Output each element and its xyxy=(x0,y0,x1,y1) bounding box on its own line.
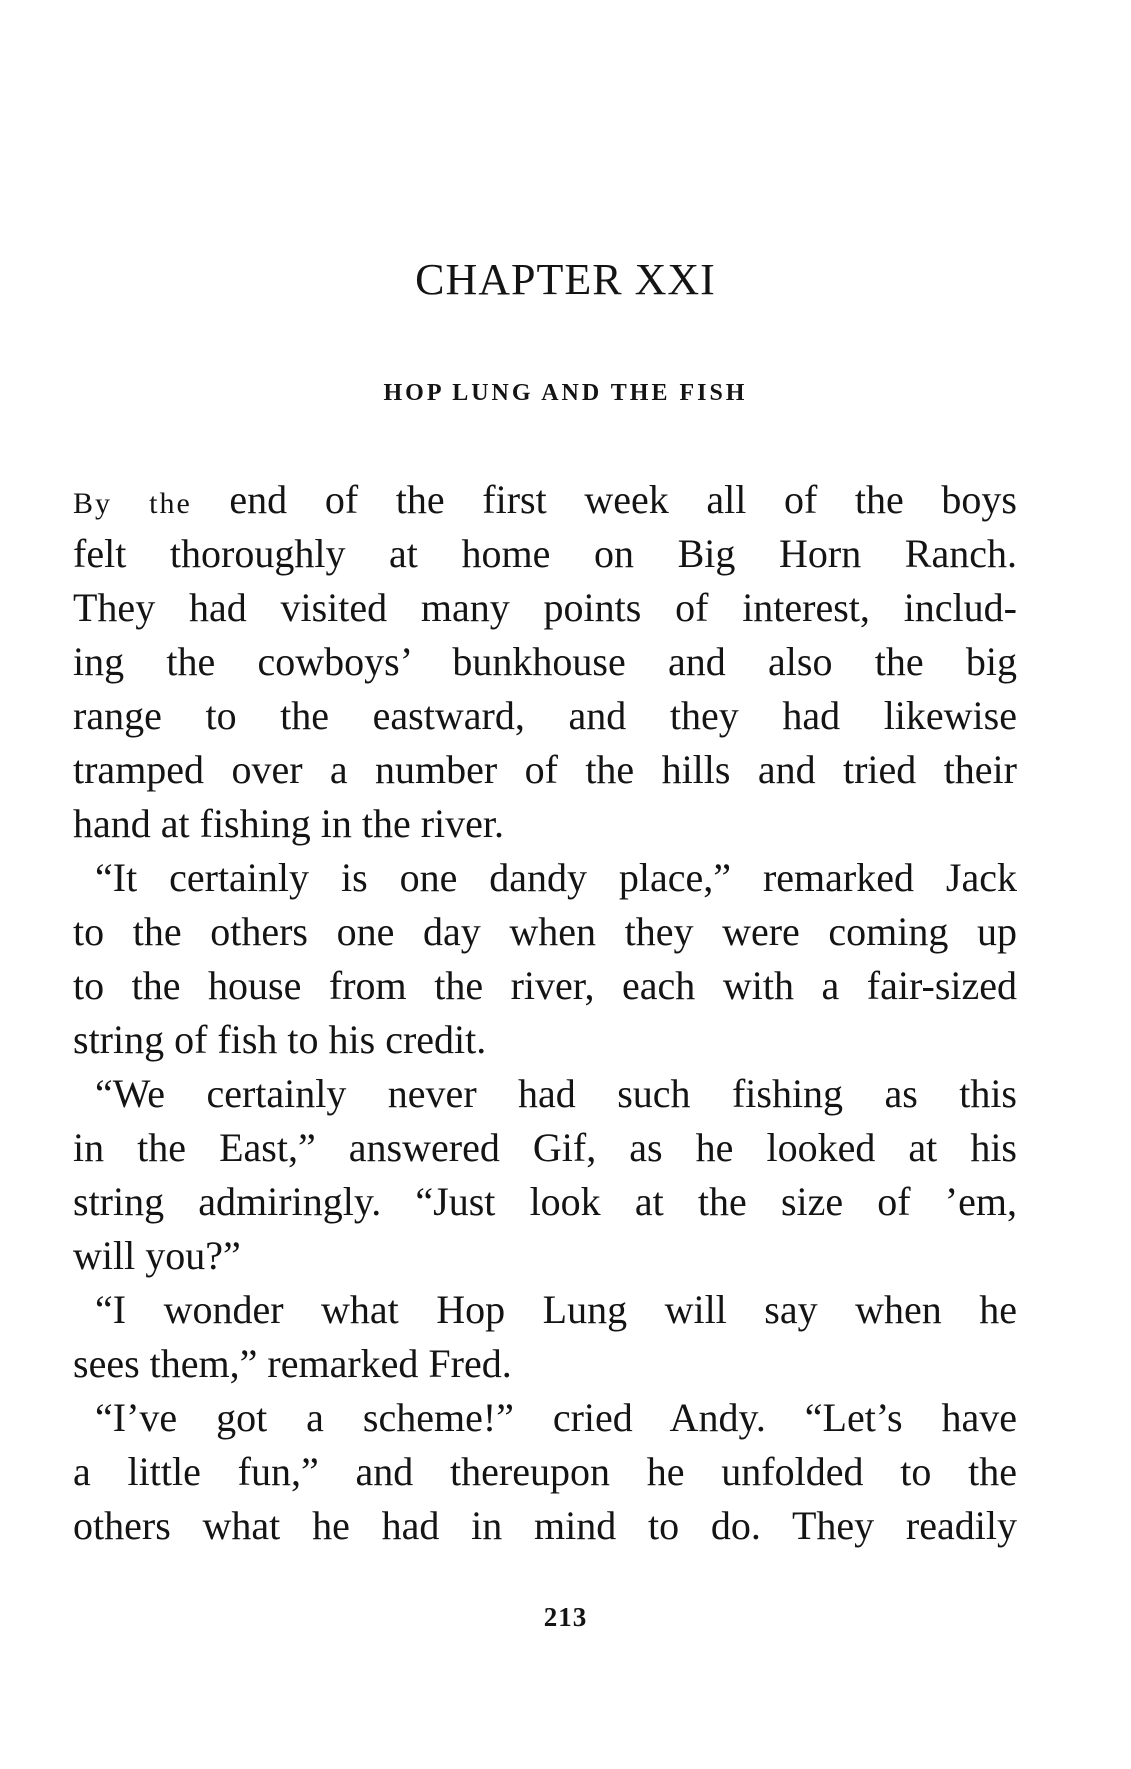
page-number: 213 xyxy=(543,1602,588,1632)
text-line: “I’ve got a scheme!” cried Andy. “Let’s have xyxy=(95,1395,1017,1440)
small-caps-lead: By the xyxy=(73,487,192,520)
line-text: end of the first week all of the boys xyxy=(191,477,1017,522)
text-line xyxy=(73,473,1017,527)
text-line: others what he had in mind to do. They readily xyxy=(73,1503,1017,1548)
text-line: “I wonder what Hop Lung will say when he xyxy=(95,1287,1017,1332)
text-line: ing the cowboys’ bunkhouse and also the big xyxy=(73,639,1017,684)
chapter-subtitle: HOP LUNG AND THE FISH xyxy=(383,380,748,406)
paragraph xyxy=(73,851,1017,1067)
text-line: string admiringly. “Just look at the size of ’em, xyxy=(73,1179,1017,1224)
text-line: string of fish to his credit. xyxy=(73,1017,487,1062)
text-line: in the East,” answered Gif, as he looked at his xyxy=(73,1125,1017,1170)
text-line: will you?” xyxy=(73,1233,241,1278)
text-line: range to the eastward, and they had likewise xyxy=(73,693,1017,738)
text-line: “It certainly is one dandy place,” remarked Jack xyxy=(95,855,1017,900)
paragraph xyxy=(73,1283,1017,1391)
paragraph-opening xyxy=(73,473,1017,851)
text-line: sees them,” remarked Fred. xyxy=(73,1341,512,1386)
text-line: to the others one day when they were coming up xyxy=(73,909,1017,954)
text-line: a little fun,” and thereupon he unfolded to the xyxy=(73,1449,1017,1494)
paragraph xyxy=(73,1391,1017,1553)
text-line: to the house from the river, each with a fair-sized xyxy=(73,963,1017,1008)
paragraph xyxy=(73,1067,1017,1283)
text-line: “We certainly never had such fishing as this xyxy=(95,1071,1017,1116)
chapter-title: CHAPTER XXI xyxy=(415,255,716,304)
text-line: felt thoroughly at home on Big Horn Ranch. xyxy=(73,531,1017,576)
text-line: They had visited many points of interest, includ- xyxy=(73,585,1017,630)
text-line: hand at fishing in the river. xyxy=(73,801,505,846)
chapter-body xyxy=(73,473,1017,1553)
text-line: tramped over a number of the hills and tried their xyxy=(73,747,1017,792)
